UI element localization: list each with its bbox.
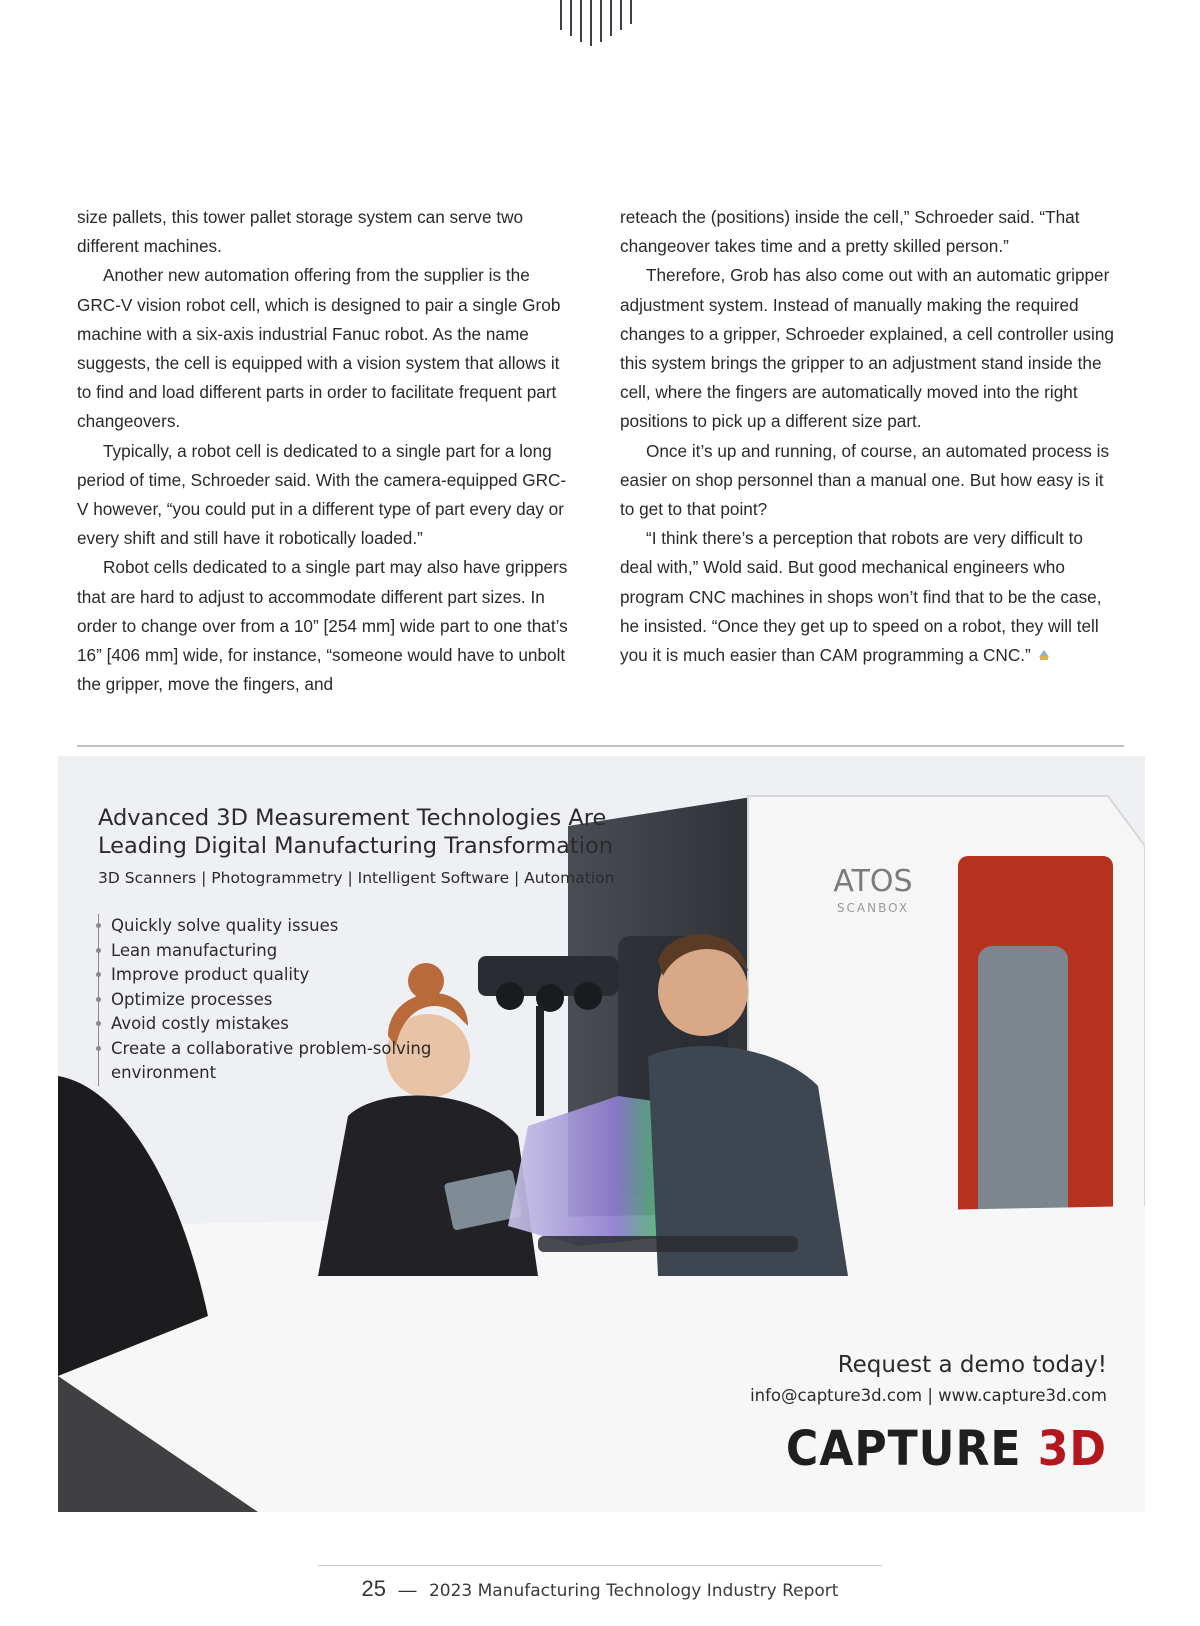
- article-paragraph: reteach the (positions) inside the cell,” Schroeder said. “That changeover takes time and a pretty skilled person.”: [620, 207, 1080, 257]
- logo-accent: 3D: [1037, 1421, 1107, 1477]
- article-paragraph: Typically, a robot cell is dedicated to a single part for a long period of time, Schroeder said. With the camera-equipped GRC-V however, “you could put in a different type of part every day or every shift and still have it robotically loaded.”: [77, 440, 567, 549]
- capture3d-advertisement[interactable]: [58, 756, 1145, 1512]
- article-paragraph: “I think there’s a perception that robots are very difficult to deal with,” Wold said. But good mechanical engineers who program CNC machines in shops won’t find that to be the case, he insisted. “Once they get up to speed on a robot, they will tell you it is much easier than CAM programming a CNC.”: [620, 528, 1102, 666]
- article-paragraph: Another new automation offering from the supplier is the GRC-V vision robot cell, which is designed to pair a single Grob machine with a six-axis industrial Fanuc robot. As the name suggests, the cell is equipped with a vision system that allows it to find and load different parts in order to facilitate frequent part changeovers.: [77, 265, 561, 432]
- ad-subline: 3D Scanners | Photogrammetry | Intelligent Software | Automation: [98, 869, 615, 887]
- article-column-right: [620, 203, 1120, 670]
- ad-benefit-item: Create a collaborative problem-solving environment: [111, 1037, 458, 1086]
- scanbox-label: SCANBOX: [836, 901, 910, 915]
- ad-benefit-item: Avoid costly mistakes: [111, 1012, 458, 1037]
- ad-contact-info[interactable]: info@capture3d.com | www.capture3d.com: [750, 1386, 1107, 1405]
- page-number: 25: [361, 1576, 387, 1601]
- ad-benefit-item: Lean manufacturing: [111, 939, 458, 964]
- scanbox-door-window: [978, 946, 1068, 1246]
- article-paragraph: size pallets, this tower pallet storage system can serve two different machines.: [77, 207, 524, 257]
- footer-rule: [318, 1565, 882, 1566]
- ad-benefit-item: Optimize processes: [111, 988, 458, 1013]
- logo-wordmark: CAPTURE: [785, 1421, 1022, 1477]
- ad-benefit-list: [98, 914, 458, 1086]
- ad-benefit-item: Improve product quality: [111, 963, 458, 988]
- capture3d-logo: [786, 1421, 1107, 1477]
- ad-benefit-item: Quickly solve quality issues: [111, 914, 458, 939]
- publication-title: 2023 Manufacturing Technology Industry Report: [428, 1581, 839, 1601]
- section-divider: [77, 745, 1124, 747]
- ad-headline: Advanced 3D Measurement Technologies Are Leading Digital Manufacturing Transformation: [98, 805, 614, 859]
- magazine-end-mark-icon: [1037, 648, 1051, 662]
- article-paragraph: Robot cells dedicated to a single part may also have grippers that are hard to adjust to accommodate different part sizes. In order to change over from a 10” [254 mm] wide part to one that’s 16” [406 mm] wide, for instance, “someone would have to unbolt the gripper, move the fingers, and: [77, 557, 568, 695]
- page-footer: [0, 1576, 1200, 1602]
- article-paragraph: Therefore, Grob has also come out with an automatic gripper adjustment system. Instead of manually making the required changes to a gripper, Schroeder explained, a cell controller using this system brings the gripper to an adjustment stand inside the cell, where the fingers are automatically moved into the right positions to pick up a different size part.: [620, 265, 1114, 432]
- ad-call-to-action[interactable]: Request a demo today!: [837, 1352, 1107, 1378]
- article-paragraph: Once it’s up and running, of course, an automated process is easier on shop personnel than a manual one. But how easy is it to get to that point?: [620, 440, 1110, 520]
- header-decorative-lines: [560, 0, 640, 48]
- atos-label: ATOS: [833, 864, 913, 899]
- article-column-left: [77, 203, 577, 699]
- footer-separator: —: [398, 1580, 417, 1600]
